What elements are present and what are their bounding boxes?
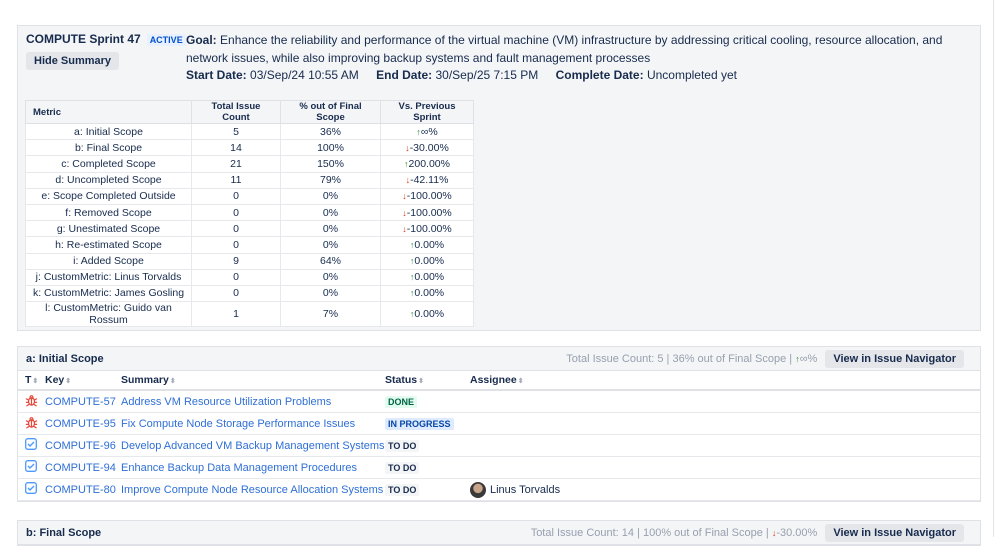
section-stats: Total Issue Count: 5 | 36% out of Final Scope | ↑∞% xyxy=(566,352,818,365)
arrow-down-icon: ↓ xyxy=(771,527,777,538)
metric-row xyxy=(26,221,474,237)
issue-summary-link[interactable]: Develop Advanced VM Backup Management Systems xyxy=(121,439,385,452)
issue-key-link[interactable]: COMPUTE-57 xyxy=(45,395,116,408)
section-title: b: Final Scope xyxy=(26,526,102,539)
metric-pct: 0% xyxy=(281,204,381,220)
arrow-up-icon: ↑ xyxy=(404,158,409,169)
arrow-up-icon: ↑ xyxy=(416,126,421,137)
sort-icon: ⬍ xyxy=(169,378,176,385)
metric-row xyxy=(26,124,474,140)
metric-count: 1 xyxy=(192,302,281,327)
metric-name: d: Uncompleted Scope xyxy=(26,172,192,188)
metric-name: k: CustomMetric: James Gosling xyxy=(26,285,192,301)
arrow-up-icon: ↑ xyxy=(409,239,415,250)
sort-column-summary[interactable]: Summary⬍ xyxy=(121,374,176,386)
scope-section xyxy=(17,346,981,502)
metric-name: h: Re-estimated Scope xyxy=(26,237,192,253)
sort-column-assignee[interactable]: Assignee⬍ xyxy=(470,374,524,386)
sprint-goal: Goal: Enhance the reliability and performance of the virtual machine (VM) infrastructure by addressing critical cooling, resource allocation, and network issues, while also improving backup systems and fault management processes xyxy=(186,33,943,65)
assignee: Linus Torvalds xyxy=(470,482,980,498)
hide-summary-button[interactable]: Hide Summary xyxy=(26,52,119,70)
issue-key-link[interactable]: COMPUTE-95 xyxy=(45,417,116,430)
metric-row xyxy=(26,156,474,172)
section-header xyxy=(18,521,980,545)
metric-row xyxy=(26,269,474,285)
metric-vs: ↓-100.00% xyxy=(381,204,474,220)
metric-count: 0 xyxy=(192,269,281,285)
col-count: Total Issue Count xyxy=(192,101,281,124)
metric-name: j: CustomMetric: Linus Torvalds xyxy=(26,269,192,285)
status-lozenge: TO DO xyxy=(385,440,419,452)
scope-section xyxy=(17,520,981,546)
sprint-state-badge: ACTIVE xyxy=(147,34,186,46)
metric-name: g: Unestimated Scope xyxy=(26,221,192,237)
metric-row xyxy=(26,172,474,188)
metric-name: b: Final Scope xyxy=(26,140,192,156)
arrow-up-icon: ↑ xyxy=(795,353,800,364)
metric-vs: ↑∞% xyxy=(381,124,474,140)
metric-name: c: Completed Scope xyxy=(26,156,192,172)
arrow-up-icon: ↑ xyxy=(409,288,415,299)
section-header xyxy=(18,347,980,371)
metric-count: 14 xyxy=(192,140,281,156)
metric-count: 21 xyxy=(192,156,281,172)
metric-count: 0 xyxy=(192,285,281,301)
metric-pct: 0% xyxy=(281,285,381,301)
view-in-issue-navigator-button[interactable]: View in Issue Navigator xyxy=(825,350,964,368)
arrow-up-icon: ↑ xyxy=(409,256,415,267)
metric-vs: ↓-100.00% xyxy=(381,188,474,204)
col-metric: Metric xyxy=(26,101,192,124)
metric-count: 0 xyxy=(192,204,281,220)
issue-summary-link[interactable]: Enhance Backup Data Management Procedures xyxy=(121,461,358,474)
metric-name: l: CustomMetric: Guido van Rossum xyxy=(26,302,192,327)
status-lozenge: IN PROGRESS xyxy=(385,418,454,430)
status-lozenge: DONE xyxy=(385,396,417,408)
metric-row xyxy=(26,253,474,269)
metric-count: 0 xyxy=(192,188,281,204)
arrow-down-icon: ↓ xyxy=(402,191,407,202)
task-icon xyxy=(18,460,45,475)
issue-table-header xyxy=(18,371,980,391)
issue-row xyxy=(18,413,980,435)
task-icon xyxy=(18,482,45,497)
metric-row xyxy=(26,188,474,204)
metric-name: f: Removed Scope xyxy=(26,204,192,220)
scrollbar-edge xyxy=(993,0,994,537)
sort-icon: ⬍ xyxy=(418,378,424,385)
metric-pct: 64% xyxy=(281,253,381,269)
metric-count: 0 xyxy=(192,237,281,253)
sprint-title: COMPUTE Sprint 47 ACTIVE xyxy=(26,32,186,46)
sprint-summary-panel xyxy=(17,25,981,331)
issue-row xyxy=(18,457,980,479)
metric-vs: ↑200.00% xyxy=(381,156,474,172)
issue-key-link[interactable]: COMPUTE-96 xyxy=(45,439,116,452)
metric-row xyxy=(26,140,474,156)
metric-pct: 100% xyxy=(281,140,381,156)
sort-column-status[interactable]: Status⬍ xyxy=(385,374,424,386)
metric-pct: 150% xyxy=(281,156,381,172)
metric-pct: 36% xyxy=(281,124,381,140)
sort-icon: ⬍ xyxy=(65,378,72,385)
issue-summary-link[interactable]: Address VM Resource Utilization Problems xyxy=(121,395,332,408)
issue-summary-link[interactable]: Improve Compute Node Resource Allocation Systems xyxy=(121,483,384,496)
issue-key-link[interactable]: COMPUTE-80 xyxy=(45,483,116,496)
metric-count: 0 xyxy=(192,221,281,237)
metric-vs: ↑0.00% xyxy=(381,269,474,285)
metric-row xyxy=(26,204,474,220)
sort-column-key[interactable]: Key⬍ xyxy=(45,374,72,386)
view-in-issue-navigator-button[interactable]: View in Issue Navigator xyxy=(825,524,964,542)
arrow-up-icon: ↑ xyxy=(409,272,415,283)
sort-column-t[interactable]: T⬍ xyxy=(25,374,39,386)
col-pct: % out of Final Scope xyxy=(281,101,381,124)
avatar xyxy=(470,482,486,498)
status-lozenge: TO DO xyxy=(385,484,419,496)
metric-count: 9 xyxy=(192,253,281,269)
metric-vs: ↓-30.00% xyxy=(381,140,474,156)
metric-pct: 0% xyxy=(281,237,381,253)
issue-summary-link[interactable]: Fix Compute Node Storage Performance Issues xyxy=(121,417,356,430)
metric-name: e: Scope Completed Outside xyxy=(26,188,192,204)
bug-icon xyxy=(18,394,45,410)
section-stats: Total Issue Count: 14 | 100% out of Final Scope | ↓-30.00% xyxy=(530,526,818,539)
sprint-dates: Start Date: 03/Sep/24 10:55 AM End Date: 30/Sep/25 7:15 PM Complete Date: Uncompleted yet xyxy=(186,68,737,82)
metric-row xyxy=(26,237,474,253)
metric-pct: 0% xyxy=(281,221,381,237)
metric-pct: 0% xyxy=(281,188,381,204)
metric-vs: ↑0.00% xyxy=(381,302,474,327)
col-vs: Vs. Previous Sprint xyxy=(381,101,474,124)
arrow-down-icon: ↓ xyxy=(402,207,407,218)
metric-count: 5 xyxy=(192,124,281,140)
arrow-down-icon: ↓ xyxy=(405,142,410,153)
arrow-down-icon: ↓ xyxy=(405,175,411,186)
arrow-up-icon: ↑ xyxy=(409,309,415,320)
metrics-table xyxy=(25,100,474,327)
metric-pct: 0% xyxy=(281,269,381,285)
metric-row xyxy=(26,302,474,327)
status-lozenge: TO DO xyxy=(385,462,419,474)
metric-row xyxy=(26,285,474,301)
metric-vs: ↑0.00% xyxy=(381,237,474,253)
metric-vs: ↓-42.11% xyxy=(381,172,474,188)
sort-icon: ⬍ xyxy=(32,378,39,385)
metric-count: 11 xyxy=(192,172,281,188)
issue-key-link[interactable]: COMPUTE-94 xyxy=(45,461,116,474)
metric-vs: ↓-100.00% xyxy=(381,221,474,237)
metric-vs: ↑0.00% xyxy=(381,253,474,269)
issue-row xyxy=(18,479,980,501)
section-title: a: Initial Scope xyxy=(26,352,104,365)
metric-vs: ↑0.00% xyxy=(381,285,474,301)
bug-icon xyxy=(18,416,45,432)
issue-row xyxy=(18,435,980,457)
metric-pct: 79% xyxy=(281,172,381,188)
sort-icon: ⬍ xyxy=(517,378,524,385)
metric-name: a: Initial Scope xyxy=(26,124,192,140)
metric-pct: 7% xyxy=(281,302,381,327)
issue-row xyxy=(18,391,980,413)
metric-name: i: Added Scope xyxy=(26,253,192,269)
task-icon xyxy=(18,438,45,453)
arrow-down-icon: ↓ xyxy=(402,223,407,234)
